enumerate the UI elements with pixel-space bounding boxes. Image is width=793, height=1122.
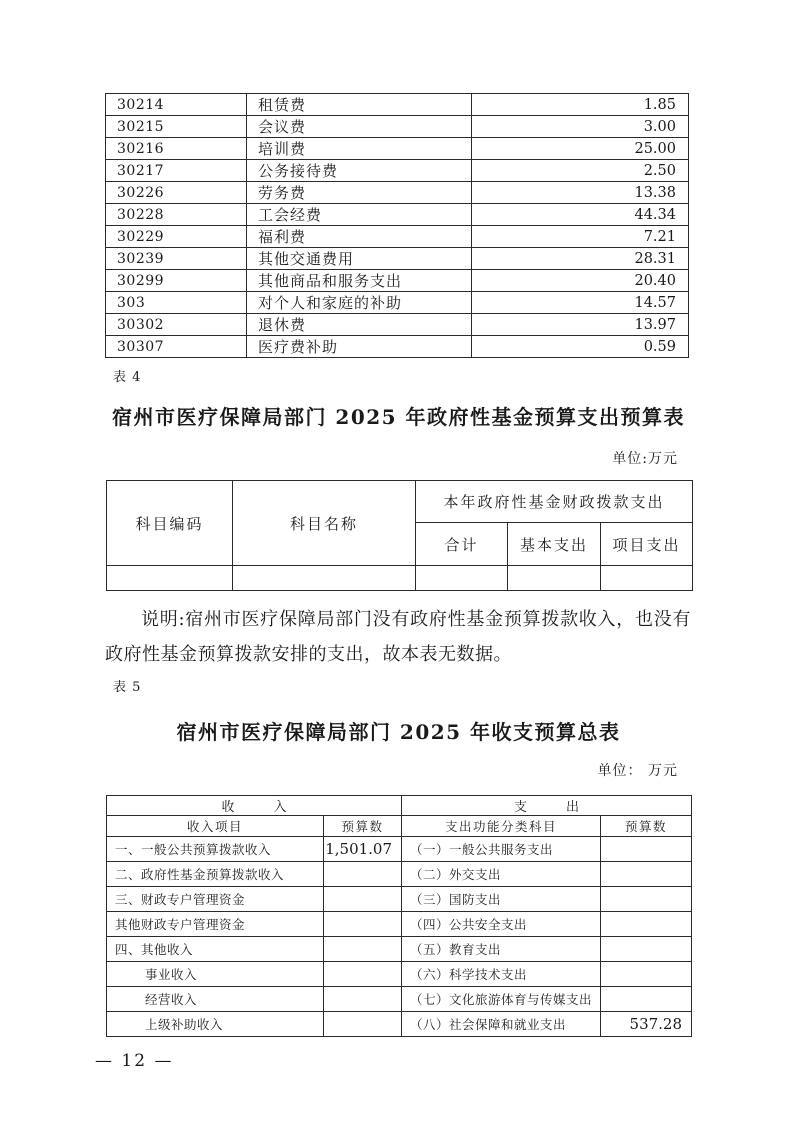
header-expense-item: 支出功能分类科目: [402, 816, 601, 837]
expense-item-cell: （七）文化旅游体育与传媒支出: [402, 987, 601, 1012]
expense-item-cell: （一）一般公共服务支出: [402, 837, 601, 862]
empty-project-cell: [601, 566, 693, 591]
subject-code-cell: 30239: [106, 248, 247, 270]
expense-budget-cell: [601, 937, 692, 962]
economic-table-row: [106, 204, 689, 226]
subject-name-cell: 其他交通费用: [247, 248, 472, 270]
empty-code-cell: [107, 566, 233, 591]
economic-table-row: [106, 292, 689, 314]
header-basic-expenditure: 基本支出: [508, 523, 601, 566]
subject-code-cell: 30216: [106, 138, 247, 160]
subject-name-cell: 其他商品和服务支出: [247, 270, 472, 292]
amount-cell: 13.38: [472, 182, 689, 204]
subject-code-cell: 30228: [106, 204, 247, 226]
economic-table-row: [106, 138, 689, 160]
income-budget-cell: [324, 987, 402, 1012]
economic-table-row: [106, 336, 689, 358]
expense-item-cell: （二）外交支出: [402, 862, 601, 887]
subject-name-cell: 劳务费: [247, 182, 472, 204]
expense-budget-cell: 537.28: [601, 1012, 692, 1037]
economic-table-body: [106, 94, 689, 358]
header-subject-code: 科目编码: [107, 481, 233, 566]
expense-budget-cell: [601, 887, 692, 912]
income-budget-cell: 1,501.07: [324, 837, 402, 862]
header-income-group: 收 入: [107, 796, 402, 816]
header-project-expenditure: 项目支出: [601, 523, 693, 566]
economic-table-row: [106, 248, 689, 270]
economic-table-row: [106, 94, 689, 116]
summary-table-row: [107, 1012, 692, 1037]
header-income-budget: 预算数: [324, 816, 402, 837]
header-expense-budget: 预算数: [601, 816, 692, 837]
income-budget-cell: [324, 862, 402, 887]
subject-code-cell: 30229: [106, 226, 247, 248]
amount-cell: 44.34: [472, 204, 689, 226]
expense-item-cell: （三）国防支出: [402, 887, 601, 912]
summary-table-row: [107, 987, 692, 1012]
economic-classification-table: [105, 93, 689, 358]
table4-label: 表 4: [113, 370, 142, 385]
table4-title: 宿州市医疗保障局部门 2025 年政府性基金预算支出预算表: [111, 405, 686, 429]
income-budget-cell: [324, 937, 402, 962]
gov-fund-header-row-1: [107, 481, 693, 523]
subject-name-cell: 租赁费: [247, 94, 472, 116]
header-income-item: 收入项目: [107, 816, 324, 837]
subject-name-cell: 退休费: [247, 314, 472, 336]
page-number: — 12 —: [95, 1051, 174, 1071]
amount-cell: 7.21: [472, 226, 689, 248]
subject-code-cell: 303: [106, 292, 247, 314]
economic-table-row: [106, 116, 689, 138]
summary-header-row-2: [107, 816, 692, 837]
income-budget-cell: [324, 887, 402, 912]
table5-label: 表 5: [113, 680, 142, 695]
subject-code-cell: 30299: [106, 270, 247, 292]
subject-name-cell: 工会经费: [247, 204, 472, 226]
table5-title: 宿州市医疗保障局部门 2025 年收支预算总表: [176, 720, 621, 744]
expense-budget-cell: [601, 987, 692, 1012]
economic-table-row: [106, 314, 689, 336]
subject-code-cell: 30302: [106, 314, 247, 336]
expense-budget-cell: [601, 862, 692, 887]
header-subject-name: 科目名称: [233, 481, 416, 566]
income-item-cell: 一、一般公共预算拨款收入: [107, 837, 324, 862]
income-item-cell: 经营收入: [107, 987, 324, 1012]
summary-header-row-1: [107, 796, 692, 816]
subject-name-cell: 医疗费补助: [247, 336, 472, 358]
subject-code-cell: 30214: [106, 94, 247, 116]
header-total: 合计: [416, 523, 508, 566]
header-fund-expenditure-group: 本年政府性基金财政拨款支出: [416, 481, 693, 523]
income-item-cell: 二、政府性基金预算拨款收入: [107, 862, 324, 887]
subject-code-cell: 30307: [106, 336, 247, 358]
amount-cell: 3.00: [472, 116, 689, 138]
table5-unit-label: 单位： 万元: [597, 763, 678, 779]
amount-cell: 28.31: [472, 248, 689, 270]
subject-code-cell: 30215: [106, 116, 247, 138]
amount-cell: 1.85: [472, 94, 689, 116]
income-item-cell: 事业收入: [107, 962, 324, 987]
expense-budget-cell: [601, 837, 692, 862]
economic-table-row: [106, 270, 689, 292]
empty-name-cell: [233, 566, 416, 591]
income-item-cell: 上级补助收入: [107, 1012, 324, 1037]
subject-code-cell: 30217: [106, 160, 247, 182]
subject-name-cell: 会议费: [247, 116, 472, 138]
income-expense-summary-table: [106, 795, 692, 1037]
header-expense-group: 支 出: [402, 796, 692, 816]
table4-note: 说明:宿州市医疗保障局部门没有政府性基金预算拨款收入，也没有政府性基金预算拨款安排的支出，故本表无数据。: [105, 609, 691, 665]
table4-unit-label: 单位:万元: [612, 451, 678, 467]
subject-name-cell: 对个人和家庭的补助: [247, 292, 472, 314]
expense-budget-cell: [601, 962, 692, 987]
income-budget-cell: [324, 912, 402, 937]
amount-cell: 2.50: [472, 160, 689, 182]
summary-table-row: [107, 962, 692, 987]
income-item-cell: 其他财政专户管理资金: [107, 912, 324, 937]
economic-table-row: [106, 226, 689, 248]
expense-budget-cell: [601, 912, 692, 937]
empty-basic-cell: [508, 566, 601, 591]
expense-item-cell: （五）教育支出: [402, 937, 601, 962]
subject-code-cell: 30226: [106, 182, 247, 204]
summary-table-row: [107, 887, 692, 912]
empty-total-cell: [416, 566, 508, 591]
amount-cell: 0.59: [472, 336, 689, 358]
economic-table-row: [106, 182, 689, 204]
subject-name-cell: 培训费: [247, 138, 472, 160]
expense-item-cell: （八）社会保障和就业支出: [402, 1012, 601, 1037]
economic-table-row: [106, 160, 689, 182]
gov-fund-budget-table: [106, 480, 693, 591]
summary-table-row: [107, 862, 692, 887]
summary-table-row: [107, 912, 692, 937]
subject-name-cell: 公务接待费: [247, 160, 472, 182]
expense-item-cell: （四）公共安全支出: [402, 912, 601, 937]
summary-table-body: [107, 796, 692, 1037]
amount-cell: 14.57: [472, 292, 689, 314]
summary-table-row: [107, 937, 692, 962]
subject-name-cell: 福利费: [247, 226, 472, 248]
gov-fund-table-body: [107, 481, 693, 591]
amount-cell: 13.97: [472, 314, 689, 336]
income-item-cell: 四、其他收入: [107, 937, 324, 962]
amount-cell: 20.40: [472, 270, 689, 292]
amount-cell: 25.00: [472, 138, 689, 160]
income-item-cell: 三、财政专户管理资金: [107, 887, 324, 912]
summary-table-row: [107, 837, 692, 862]
gov-fund-empty-row: [107, 566, 693, 591]
income-budget-cell: [324, 962, 402, 987]
expense-item-cell: （六）科学技术支出: [402, 962, 601, 987]
income-budget-cell: [324, 1012, 402, 1037]
